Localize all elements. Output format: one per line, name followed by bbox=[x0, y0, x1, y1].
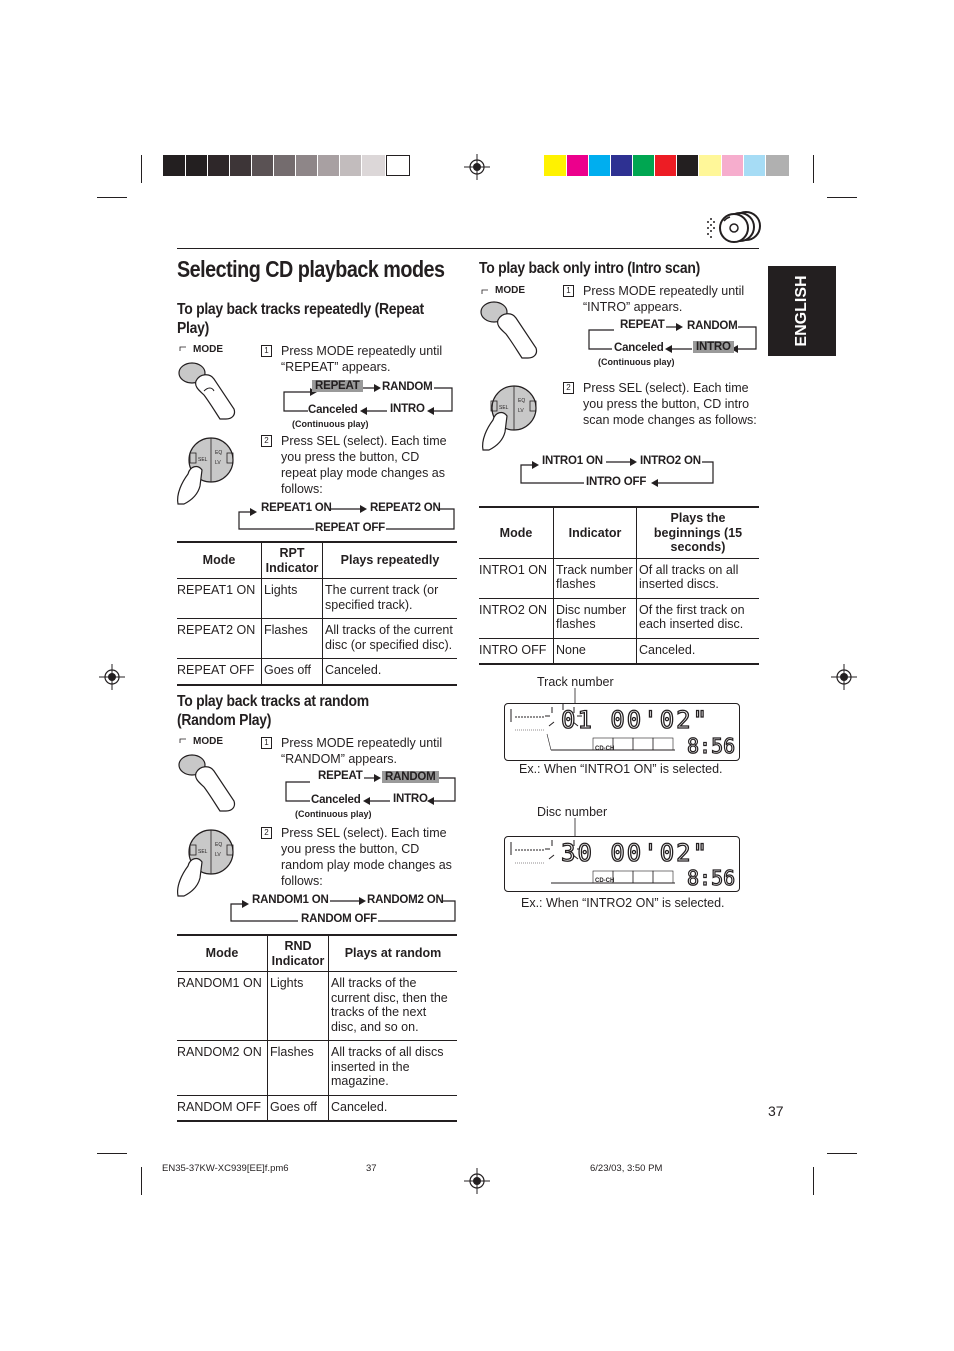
gray-swatch bbox=[186, 155, 207, 176]
table-cell: Track number flashes bbox=[554, 558, 637, 598]
random-table bbox=[177, 934, 457, 1122]
random1-on: RANDOM1 ON bbox=[252, 894, 329, 906]
page-title: Selecting CD playback modes bbox=[177, 256, 445, 282]
crop-mark bbox=[827, 197, 857, 198]
crop-mark bbox=[813, 155, 814, 183]
table-cell: Canceled. bbox=[329, 1095, 458, 1121]
random-option: RANDOM bbox=[382, 381, 433, 393]
cd-stack-icon bbox=[704, 210, 762, 244]
intro-step1 bbox=[563, 283, 763, 315]
intro-option-highlighted: INTRO bbox=[693, 341, 734, 353]
table-cell: INTRO OFF bbox=[479, 638, 554, 664]
lcd-display-intro2 bbox=[504, 836, 740, 892]
mode-label: MODE bbox=[495, 285, 525, 296]
footer-page: 37 bbox=[366, 1163, 377, 1174]
table-cell: All tracks of the current disc, then the tracks of the next disc, and so on. bbox=[329, 972, 458, 1041]
color-swatch bbox=[722, 155, 743, 176]
gray-swatch bbox=[340, 155, 361, 176]
repeat-table bbox=[177, 541, 457, 686]
table-cell: INTRO2 ON bbox=[479, 598, 554, 638]
table-cell: REPEAT2 ON bbox=[177, 619, 262, 659]
sel-text: SEL bbox=[198, 457, 208, 463]
gray-swatch bbox=[252, 155, 273, 176]
gray-swatch bbox=[318, 155, 339, 176]
step-number: 1 bbox=[563, 285, 574, 297]
step-text: Press MODE repeatedly until “REPEAT” appears. bbox=[281, 344, 443, 374]
intro-off: INTRO OFF bbox=[586, 476, 647, 488]
table-cell: Canceled. bbox=[637, 638, 760, 664]
intro2-on: INTRO2 ON bbox=[640, 455, 701, 467]
repeat-option: REPEAT bbox=[318, 770, 363, 782]
table-cell: RANDOM2 ON bbox=[177, 1041, 268, 1096]
lcd-display-intro1 bbox=[504, 703, 740, 761]
step-text: Press MODE repeatedly until “INTRO” appears. bbox=[583, 284, 745, 314]
table-cell: Lights bbox=[268, 972, 329, 1041]
step-number: 2 bbox=[261, 435, 272, 447]
step-number: 1 bbox=[261, 345, 272, 357]
table-cell: Canceled. bbox=[323, 659, 458, 685]
color-swatch bbox=[589, 155, 610, 176]
gray-swatch bbox=[386, 155, 410, 176]
table-cell: RANDOM OFF bbox=[177, 1095, 268, 1121]
mode-button-illustration bbox=[478, 284, 548, 364]
table-header: RND Indicator bbox=[268, 935, 329, 972]
random-step1 bbox=[261, 735, 461, 767]
intro-heading: To play back only intro (Intro scan) bbox=[479, 260, 701, 277]
random-option: RANDOM bbox=[687, 320, 738, 332]
table-cell: RANDOM1 ON bbox=[177, 972, 268, 1041]
svg-text:EQ: EQ bbox=[518, 398, 526, 404]
repeat-option: REPEAT bbox=[620, 319, 665, 331]
disc-number-label: Disc number bbox=[537, 805, 608, 819]
table-header-row bbox=[177, 935, 457, 972]
crop-mark bbox=[97, 1153, 127, 1154]
svg-text:LV: LV bbox=[518, 408, 524, 414]
color-swatch bbox=[699, 155, 721, 176]
table-header: Mode bbox=[177, 935, 268, 972]
table-header: Mode bbox=[177, 542, 262, 579]
color-swatch bbox=[766, 155, 789, 176]
gray-swatch bbox=[274, 155, 295, 176]
step-text: Press SEL (select). Each time you press the button, CD intro scan mode changes as follows: bbox=[583, 381, 757, 427]
table-cell: Flashes bbox=[268, 1041, 329, 1096]
mode-cycle-diagram bbox=[282, 378, 457, 434]
display2-caption: Ex.: When “INTRO2 ON” is selected. bbox=[521, 896, 725, 910]
svg-text:SEL: SEL bbox=[198, 849, 208, 855]
table-row bbox=[177, 659, 457, 685]
table-row bbox=[479, 558, 759, 598]
table-header: Indicator bbox=[554, 507, 637, 558]
table-row bbox=[479, 638, 759, 664]
registration-mark-icon bbox=[829, 662, 859, 692]
canceled-option: Canceled bbox=[614, 342, 664, 354]
random-heading: To play back tracks at random (Random Play) bbox=[177, 693, 369, 729]
gray-swatch bbox=[163, 155, 185, 176]
header-rule bbox=[177, 248, 759, 249]
sel-button-illustration bbox=[176, 826, 246, 901]
footer-timestamp: 6/23/03, 3:50 PM bbox=[590, 1163, 663, 1174]
crop-mark bbox=[827, 1153, 857, 1154]
table-cell: REPEAT1 ON bbox=[177, 579, 262, 619]
repeat-option-highlighted: REPEAT bbox=[312, 380, 363, 392]
intro-cycle-diagram bbox=[518, 454, 718, 492]
crop-mark bbox=[97, 197, 127, 198]
clock-display: 8:56 bbox=[687, 866, 736, 890]
step-text: Press MODE repeatedly until “RANDOM” appears. bbox=[281, 736, 443, 766]
sel-button-illustration bbox=[479, 382, 549, 457]
crop-mark bbox=[141, 155, 142, 183]
svg-text:LV: LV bbox=[215, 852, 221, 858]
table-header: Plays repeatedly bbox=[323, 542, 458, 579]
canceled-option: Canceled bbox=[308, 404, 358, 416]
disc-display-main: 30 00'02" bbox=[561, 839, 710, 867]
table-cell: Goes off bbox=[268, 1095, 329, 1121]
table-header-row bbox=[177, 542, 457, 579]
table-header: Mode bbox=[479, 507, 554, 558]
footer-file: EN35-37KW-XC939[EE]f.pm6 bbox=[162, 1163, 289, 1174]
color-swatch bbox=[567, 155, 588, 176]
mode-label: MODE bbox=[193, 344, 223, 355]
clock-display: 8:56 bbox=[687, 734, 736, 758]
gray-swatch bbox=[296, 155, 317, 176]
table-row bbox=[177, 579, 457, 619]
language-tab-label: ENGLISH bbox=[793, 275, 810, 347]
step-number: 1 bbox=[261, 737, 272, 749]
svg-text:EQ: EQ bbox=[215, 450, 223, 456]
color-swatch bbox=[611, 155, 632, 176]
gray-swatch bbox=[208, 155, 229, 176]
intro-option: INTRO bbox=[393, 793, 428, 805]
repeat2-on: REPEAT2 ON bbox=[370, 502, 441, 514]
source-indicator: CD-CH bbox=[595, 878, 615, 884]
table-header: RPT Indicator bbox=[262, 542, 323, 579]
random-off: RANDOM OFF bbox=[301, 913, 377, 925]
intro-table bbox=[479, 506, 759, 665]
step-text: Press SEL (select). Each time you press the button, CD repeat play mode changes as follows: bbox=[281, 434, 447, 496]
table-row bbox=[177, 619, 457, 659]
color-swatch bbox=[633, 155, 654, 176]
table-cell: Of all tracks on all inserted discs. bbox=[637, 558, 760, 598]
track-display-main: 01 00'02" bbox=[561, 706, 710, 734]
continuous-play-note: (Continuous play) bbox=[598, 357, 675, 367]
step-number: 2 bbox=[261, 827, 272, 839]
table-row bbox=[177, 1041, 457, 1096]
color-swatch bbox=[744, 155, 765, 176]
source-indicator: CD-CH bbox=[595, 746, 615, 752]
registration-mark-icon bbox=[462, 1166, 492, 1196]
canceled-option: Canceled bbox=[311, 794, 361, 806]
registration-mark-icon bbox=[462, 152, 492, 182]
table-cell: Of the first track on each inserted disc. bbox=[637, 598, 760, 638]
language-tab bbox=[768, 266, 836, 356]
crop-mark bbox=[141, 1167, 142, 1195]
table-row bbox=[177, 1095, 457, 1121]
table-header: Plays the beginnings (15 seconds) bbox=[637, 507, 760, 558]
mode-label: MODE bbox=[193, 736, 223, 747]
repeat-heading: To play back tracks repeatedly (Repeat Play) bbox=[177, 301, 424, 337]
table-cell: Flashes bbox=[262, 619, 323, 659]
svg-text:EQ: EQ bbox=[215, 842, 223, 848]
repeat-step2 bbox=[261, 433, 461, 497]
gray-swatch bbox=[362, 155, 385, 176]
sel-button-illustration bbox=[176, 434, 246, 509]
random-option-highlighted: RANDOM bbox=[382, 771, 439, 783]
color-swatch bbox=[544, 155, 566, 176]
svg-text:SEL: SEL bbox=[499, 405, 509, 411]
color-swatch bbox=[655, 155, 676, 176]
table-cell: Lights bbox=[262, 579, 323, 619]
table-row bbox=[479, 598, 759, 638]
table-header-row bbox=[479, 507, 759, 558]
crop-mark bbox=[813, 1167, 814, 1195]
mode-cycle-diagram bbox=[282, 768, 460, 824]
table-cell: INTRO1 ON bbox=[479, 558, 554, 598]
table-header: Plays at random bbox=[329, 935, 458, 972]
color-swatch bbox=[677, 155, 698, 176]
table-cell: Disc number flashes bbox=[554, 598, 637, 638]
table-cell: The current track (or specified track). bbox=[323, 579, 458, 619]
table-cell: All tracks of all discs inserted in the magazine. bbox=[329, 1041, 458, 1096]
random-step2 bbox=[261, 825, 461, 889]
track-number-label: Track number bbox=[537, 675, 614, 689]
repeat-cycle-diagram bbox=[236, 500, 458, 538]
table-row bbox=[177, 972, 457, 1041]
page-number: 37 bbox=[768, 1103, 784, 1119]
table-cell: None bbox=[554, 638, 637, 664]
intro-step2 bbox=[563, 380, 763, 428]
table-cell: All tracks of the current disc (or specified disc). bbox=[323, 619, 458, 659]
table-cell: Goes off bbox=[262, 659, 323, 685]
table-cell: REPEAT OFF bbox=[177, 659, 262, 685]
step-number: 2 bbox=[563, 382, 574, 394]
continuous-play-note: (Continuous play) bbox=[292, 419, 369, 429]
intro-option: INTRO bbox=[390, 403, 425, 415]
random-cycle-diagram bbox=[228, 892, 458, 930]
repeat1-on: REPEAT1 ON bbox=[261, 502, 332, 514]
gray-swatch bbox=[230, 155, 251, 176]
continuous-play-note: (Continuous play) bbox=[295, 809, 372, 819]
display1-caption: Ex.: When “INTRO1 ON” is selected. bbox=[519, 762, 723, 776]
repeat-step1 bbox=[261, 343, 461, 375]
repeat-off: REPEAT OFF bbox=[315, 522, 385, 534]
intro1-on: INTRO1 ON bbox=[542, 455, 603, 467]
random2-on: RANDOM2 ON bbox=[367, 894, 444, 906]
mode-button-illustration bbox=[176, 735, 246, 815]
svg-text:LV: LV bbox=[215, 460, 221, 466]
mode-cycle-diagram bbox=[586, 318, 761, 374]
registration-mark-icon bbox=[97, 662, 127, 692]
mode-button-illustration bbox=[176, 343, 246, 423]
step-text: Press SEL (select). Each time you press the button, CD random play mode changes as follows: bbox=[281, 826, 452, 888]
